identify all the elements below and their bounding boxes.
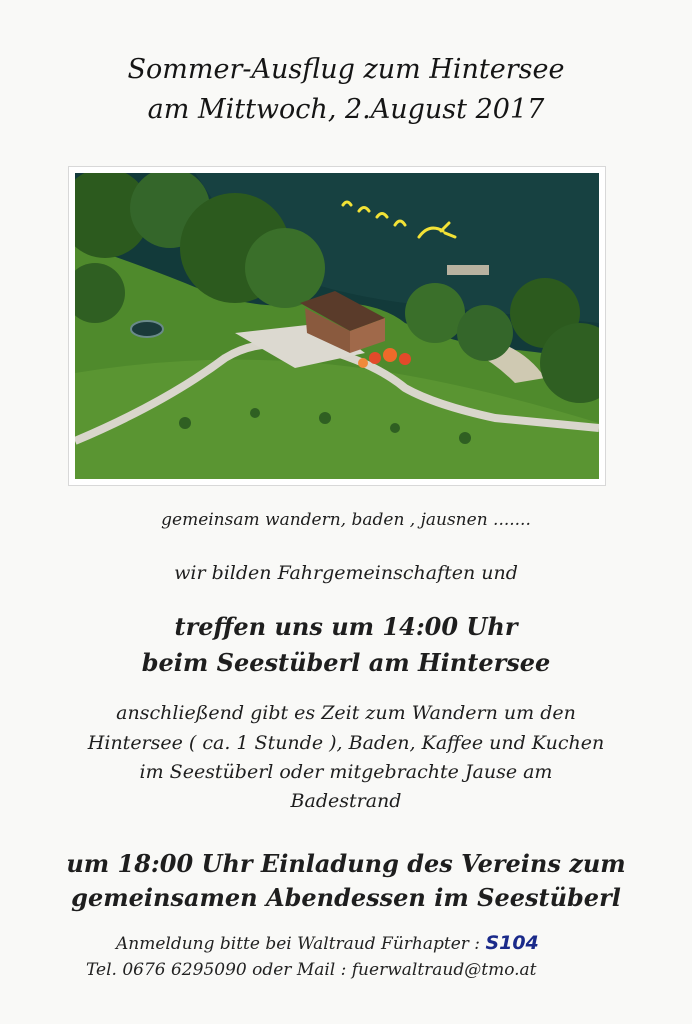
- tree: [457, 305, 513, 361]
- dinner-line-1: um 18:00 Uhr Einladung des Vereins zum: [66, 849, 626, 878]
- program-line-1: anschließend gibt es Zeit zum Wandern um den: [116, 702, 576, 724]
- carpool-line: wir bilden Fahrgemeinschaften und: [174, 562, 518, 584]
- bush: [250, 408, 260, 418]
- trampoline: [131, 321, 163, 337]
- program-line-2: Hintersee ( ca. 1 Stunde ), Baden, Kaffee und Kuchen: [87, 732, 605, 754]
- umbrella: [358, 358, 368, 368]
- bush: [459, 432, 471, 444]
- aerial-photo: [75, 173, 599, 479]
- program-line-4: Badestrand: [290, 790, 402, 812]
- umbrella: [369, 352, 381, 364]
- member-code: S104: [485, 932, 539, 954]
- activities-line: gemeinsam wandern, baden , jausnen .......: [161, 510, 531, 530]
- title-line-1: Sommer-Ausflug zum Hintersee: [127, 54, 565, 85]
- jetty: [447, 265, 489, 275]
- bush: [179, 417, 191, 429]
- umbrella: [383, 348, 397, 362]
- program-line-3: im Seestüberl oder mitgebrachte Jause am: [139, 761, 553, 783]
- registration-line: [116, 932, 539, 954]
- meeting-line-2: beim Seestüberl am Hintersee: [141, 648, 551, 677]
- tree: [245, 228, 325, 308]
- bush: [390, 423, 400, 433]
- meeting-line-1: treffen uns um 14:00 Uhr: [174, 612, 518, 641]
- title-line-2: am Mittwoch, 2.August 2017: [147, 94, 545, 125]
- tree: [405, 283, 465, 343]
- photo-frame: [68, 166, 606, 486]
- umbrella: [399, 353, 411, 365]
- registration-text: Anmeldung bitte bei Waltraud Fürhapter :: [116, 934, 481, 954]
- dinner-line-2: gemeinsamen Abendessen im Seestüberl: [71, 883, 621, 912]
- bush: [319, 412, 331, 424]
- phone-mail-line: Tel. 0676 6295090 oder Mail : fuerwaltraud@tmo.at: [86, 960, 537, 980]
